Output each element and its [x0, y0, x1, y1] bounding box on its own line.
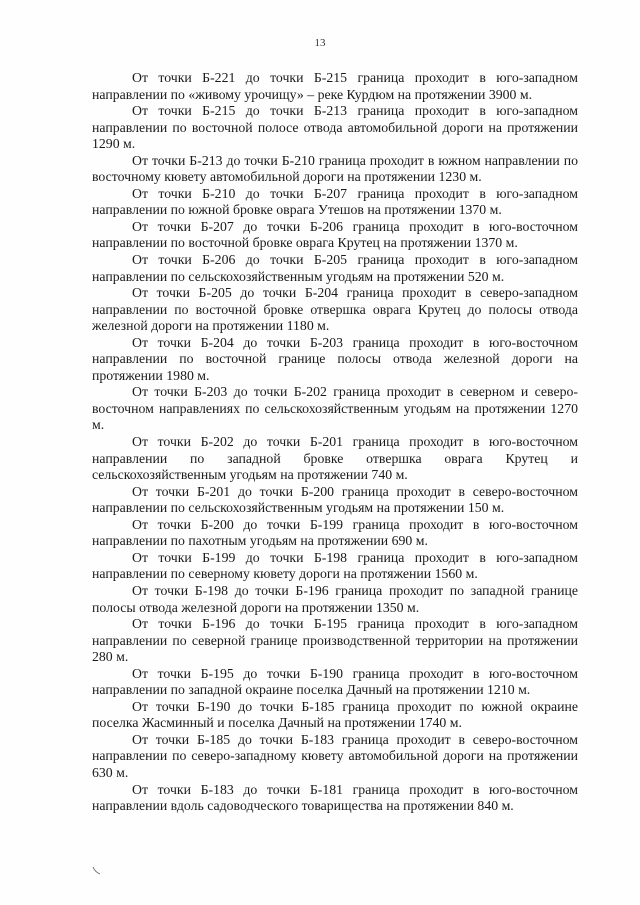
- paragraph-b206-b205: От точки Б-206 до точки Б-205 граница проходит в юго-западном направлении по сельскохозяйственным угодьям на протяжении 520 м.: [92, 252, 578, 284]
- document-body: [92, 70, 578, 815]
- pen-mark-icon: [92, 866, 102, 876]
- paragraph-b196-b195: От точки Б-196 до точки Б-195 граница проходит в юго-западном направлении по северной границе производственной территории на протяжении 280 м.: [92, 616, 578, 665]
- paragraph-b210-b207: От точки Б-210 до точки Б-207 граница проходит в юго-западном направлении по южной бровке оврага Утешов на протяжении 1370 м.: [92, 185, 578, 218]
- paragraph-b215-b213: От точки Б-215 до точки Б-213 граница проходит в юго-западном направлении по восточной полосе отвода автомобильной дороги на протяжении 1290 м.: [92, 103, 578, 152]
- paragraph-b205-b204: От точки Б-205 до точки Б-204 граница проходит в северо-западном направлении по восточной бровке отвершка оврага Крутец до полосы отвода железной дороги на протяжении 1180 м.: [92, 285, 578, 334]
- paragraph-b202-b201: От точки Б-202 до точки Б-201 граница проходит в юго-восточном направлении по западной бровке отвершка оврага Крутец и сельскохозяйственным угодьям на протяжении 740 м.: [92, 434, 578, 483]
- paragraph-b204-b203: От точки Б-204 до точки Б-203 граница проходит в юго-восточном направлении по восточной границе полосы отвода железной дороги на протяжении 1980 м.: [92, 334, 578, 383]
- paragraph-b199-b198: От точки Б-199 до точки Б-198 граница проходит в юго-западном направлении по северному кювету дороги на протяжении 1560 м.: [92, 549, 578, 582]
- page-number: 13: [314, 37, 326, 49]
- paragraph-b213-b210: От точки Б-213 до точки Б-210 граница проходит в южном направлении по восточному кювету автомобильной дороги на протяжении 1230 м.: [92, 152, 578, 185]
- paragraph-b185-b183: От точки Б-185 до точки Б-183 граница проходит в северо-восточном направлении по северо-западному кювету автомобильной дороги на протяжении 630 м.: [92, 731, 578, 780]
- paragraph-b207-b206: От точки Б-207 до точки Б-206 граница проходит в юго-восточном направлении по восточной бровке оврага Крутец на протяжении 1370 м.: [92, 218, 578, 251]
- paragraph-b203-b202: От точки Б-203 до точки Б-202 граница проходит в северном и северо-восточном направлениях по сельскохозяйственным угодьям на протяжении 1270 м.: [92, 384, 578, 433]
- paragraph-b201-b200: От точки Б-201 до точки Б-200 граница проходит в северо-восточном направлении по сельскохозяйственным угодьям на протяжении 150 м.: [92, 483, 578, 516]
- paragraph-b190-b185: От точки Б-190 до точки Б-185 граница проходит по южной окраине поселка Жасминный и поселка Дачный на протяжении 1740 м.: [92, 698, 578, 731]
- paragraph-b183-b181: От точки Б-183 до точки Б-181 граница проходит в юго-восточном направлении вдоль садоводческого товарищества на протяжении 840 м.: [92, 781, 578, 814]
- paragraph-b200-b199: От точки Б-200 до точки Б-199 граница проходит в юго-восточном направлении по пахотным угодьям на протяжении 690 м.: [92, 516, 578, 549]
- paragraph-b221-b215: От точки Б-221 до точки Б-215 граница проходит в юго-западном направлении по «живому урочищу» – реке Курдюм на протяжении 3900 м.: [92, 70, 578, 102]
- paragraph-b198-b196: От точки Б-198 до точки Б-196 граница проходит по западной границе полосы отвода железной дороги на протяжении 1350 м.: [92, 582, 578, 615]
- paragraph-b195-b190: От точки Б-195 до точки Б-190 граница проходит в юго-восточном направлении по западной окраине поселка Дачный на протяжении 1210 м.: [92, 665, 578, 698]
